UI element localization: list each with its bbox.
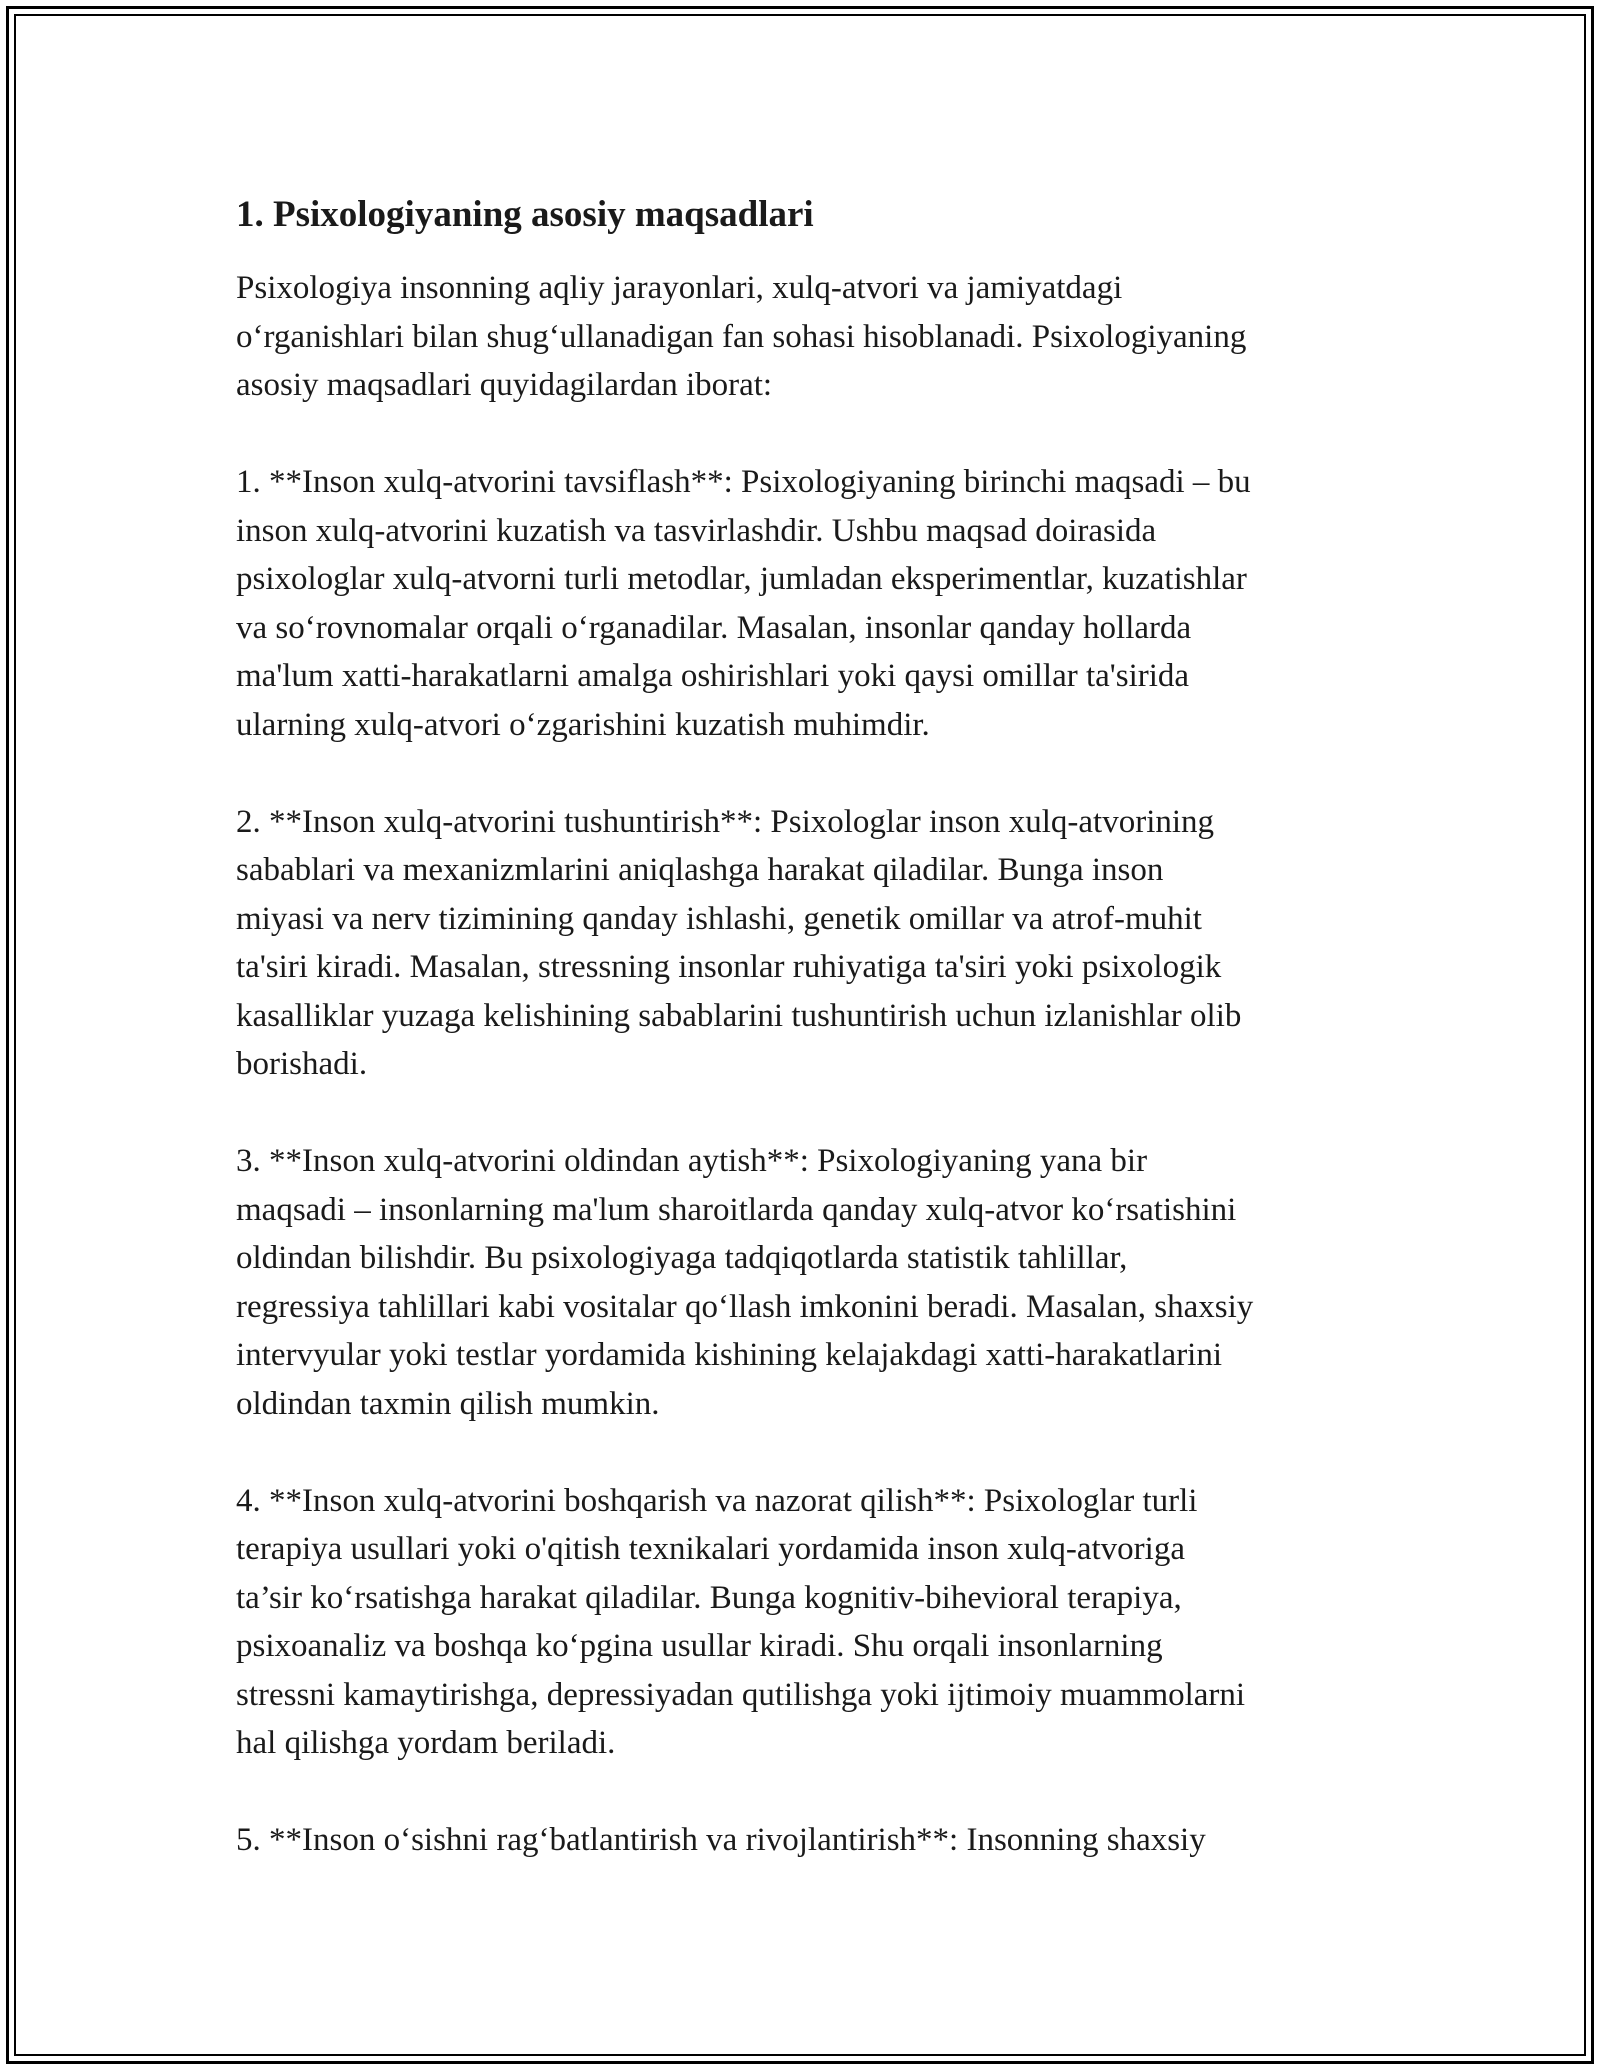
goal-item-5: 5. **Inson o‘sishni rag‘batlantirish va rivojlantirish**: Insonning shaxsiy	[236, 1822, 1206, 1858]
goal-item-3: 3. **Inson xulq-atvorini oldindan aytish**: Psixologiyaning yana bir maqsadi – insonlarning ma'lum sharoitlarda qanday xulq-atvor ko‘rsatishini oldindan bilishdir. Bu psixologiyaga tadqiqotlarda statistik tahlillar, regressiya tahlillari kabi vositalar qo‘llash imkonini beradi. Masalan, shaxsiy intervyular yoki testlar yordamida kishining kelajakdagi xatti-harakatlarini oldindan taxmin qilish mumkin.	[236, 1143, 1254, 1422]
intro-paragraph: Psixologiya insonning aqliy jarayonlari, xulq-atvori va jamiyatdagi o‘rganishlari bilan shug‘ullanadigan fan sohasi hisoblanadi. Psixologiyaning asosiy maqsadlari quyidagilardan iborat:	[236, 270, 1247, 403]
goal-item-2: 2. **Inson xulq-atvorini tushuntirish**: Psixologlar inson xulq-atvorining sabablari va mexanizmlarini aniqlashga harakat qiladilar. Bunga inson miyasi va nerv tizimining qanday ishlashi, genetik omillar va atrof-muhit ta'siri kiradi. Masalan, stressning insonlar ruhiyatiga ta'siri yoki psixologik kasalliklar yuzaga kelishining sabablarini tushuntirish uchun izlanishlar olib borishadi.	[236, 803, 1242, 1082]
section-heading: 1. Psixologiyaning asosiy maqsadlari	[236, 194, 814, 235]
goal-item-1: 1. **Inson xulq-atvorini tavsiflash**: Psixologiyaning birinchi maqsadi – bu inson xulq-atvorini kuzatish va tasvirlashdir. Ushbu maqsad doirasida psixologlar xulq-atvorni turli metodlar, jumladan eksperimentlar, kuzatishlar va so‘rovnomalar orqali o‘rganadilar. Masalan, insonlar qanday hollarda ma'lum xatti-harakatlarni amalga oshirishlari yoki qaysi omillar ta'sirida ularning xulq-atvori o‘zgarishini kuzatish muhimdir.	[236, 464, 1251, 743]
goal-item-4: 4. **Inson xulq-atvorini boshqarish va nazorat qilish**: Psixologlar turli terapiya usullari yoki o'qitish texnikalari yordamida inson xulq-atvoriga ta’sir ko‘rsatishga harakat qiladilar. Bunga kognitiv-bihevioral terapiya, psixoanaliz va boshqa ko‘pgina usullar kiradi. Shu orqali insonlarning stressni kamaytirishga, depressiyadan qutilishga yoki ijtimoiy muammolarni hal qilishga yordam beriladi.	[236, 1482, 1246, 1761]
document-body	[236, 190, 1376, 1865]
